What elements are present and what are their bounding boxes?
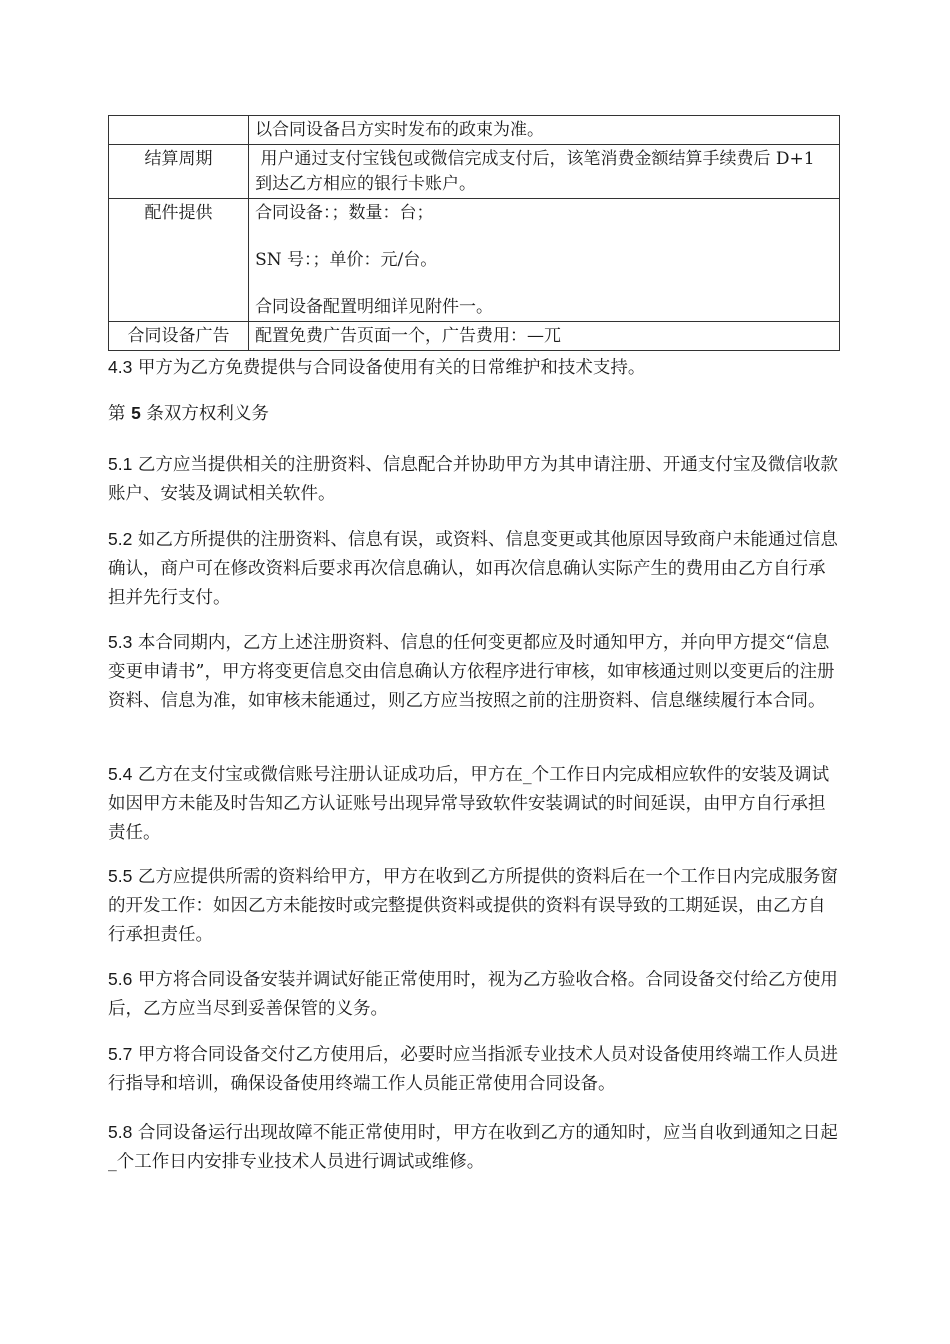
heading-prefix: 第 xyxy=(108,404,132,424)
table-row xyxy=(109,322,840,351)
cell-spacer xyxy=(255,273,833,295)
clause-number: 5.4 xyxy=(108,764,133,784)
clause-number: 5.1 xyxy=(108,454,133,474)
clause-number: 4.3 xyxy=(108,357,133,377)
row-content xyxy=(249,116,840,145)
table-row xyxy=(109,199,840,322)
heading-text: 条双方权利义务 xyxy=(140,404,269,424)
cell-text: 配置免费广告页面一个，广告费用：—兀 xyxy=(255,326,562,346)
section-number: 5 xyxy=(131,403,141,423)
clause-text: 合同设备运行出现故障不能正常使用时，甲方在收到乙方的通知时，应当自收到通知之日起_个工作日内安排专业技术人员进行调试或维修。 xyxy=(108,1123,838,1172)
clause-5-2 xyxy=(108,525,838,613)
clause-4-3 xyxy=(108,353,838,383)
cell-text: 合同设备配置明细详见附件一。 xyxy=(255,297,494,317)
clause-5-5 xyxy=(108,862,838,950)
clause-number: 5.6 xyxy=(108,969,133,989)
cell-text: 用户通过支付宝钱包或微信完成支付后，该笔消费金额结算手续费后 D+1 到达乙方相应的银行卡账户。 xyxy=(255,149,820,194)
clause-5-6 xyxy=(108,965,838,1024)
cell-text: SN 号：；单价：元/台。 xyxy=(255,250,438,270)
table-row xyxy=(109,145,840,199)
clause-text: 甲方将合同设备交付乙方使用后，必要时应当指派专业技术人员对设备使用终端工作人员进行指导和培训，确保设备使用终端工作人员能正常使用合同设备。 xyxy=(108,1045,838,1094)
clause-text: 乙方应当提供相关的注册资料、信息配合并协助甲方为其申请注册、开通支付宝及微信收款账户、安装及调试相关软件。 xyxy=(108,455,838,504)
row-content xyxy=(249,145,840,199)
section-5-heading xyxy=(108,399,838,429)
cell-text: 合同设备：；数量：台； xyxy=(255,203,434,223)
clause-text: 甲方将合同设备安装并调试好能正常使用时，视为乙方验收合格。合同设备交付给乙方使用后，乙方应当尽到妥善保管的义务。 xyxy=(108,970,838,1019)
clause-number: 5.7 xyxy=(108,1044,133,1064)
clause-number: 5.5 xyxy=(108,866,133,886)
row-label: 结算周期 xyxy=(109,145,249,199)
row-label: 合同设备广告 xyxy=(109,322,249,351)
contract-terms-table xyxy=(108,115,840,351)
clause-5-8 xyxy=(108,1118,838,1177)
clause-5-4 xyxy=(108,760,838,848)
clause-5-1 xyxy=(108,450,838,509)
clause-number: 5.2 xyxy=(108,529,133,549)
clause-text: 乙方应提供所需的资料给甲方，甲方在收到乙方所提供的资料后在一个工作日内完成服务窗的开发工作：如因乙方未能按时或完整提供资料或提供的资料有误导致的工期延误，由乙方自行承担责任。 xyxy=(108,867,838,945)
clause-text: 如乙方所提供的注册资料、信息有误，或资料、信息变更或其他原因导致商户未能通过信息确认，商户可在修改资料后要求再次信息确认，如再次信息确认实际产生的费用由乙方自行承担并先行支付。 xyxy=(108,530,838,608)
row-label: 配件提供 xyxy=(109,199,249,322)
row-content xyxy=(249,322,840,351)
cell-text: 以合同设备吕方实时发布的政束为准。 xyxy=(255,120,545,140)
table-row xyxy=(109,116,840,145)
clause-number: 5.8 xyxy=(108,1122,133,1142)
row-label xyxy=(109,116,249,145)
clause-text: 甲方为乙方免费提供与合同设备使用有关的日常维护和技术支持。 xyxy=(132,358,646,378)
clause-text: 本合同期内，乙方上述注册资料、信息的任何变更都应及时通知甲方，并向甲方提交“信息变更申请书”，甲方将变更信息交由信息确认方依程序进行审核，如审核通过则以变更后的注册资料、信息为准，如审核未能通过，则乙方应当按照之前的注册资料、信息继续履行本合同。 xyxy=(108,633,835,711)
clause-5-3 xyxy=(108,628,838,716)
cell-spacer xyxy=(255,226,833,248)
clause-text: 乙方在支付宝或微信账号注册认证成功后，甲方在_个工作日内完成相应软件的安装及调试如因甲方未能及时告知乙方认证账号出现异常导致软件安装调试的时间延误，由甲方自行承担责任。 xyxy=(108,765,830,843)
clause-5-7 xyxy=(108,1040,838,1099)
row-content xyxy=(249,199,840,322)
clause-number: 5.3 xyxy=(108,632,133,652)
